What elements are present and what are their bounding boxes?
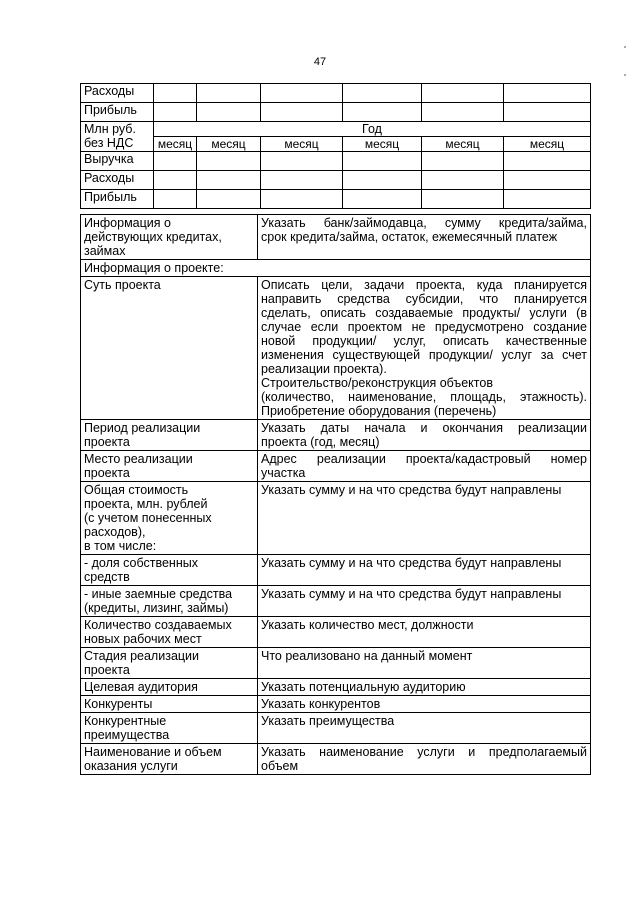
info-value-line: Адрес реализации проекта/кадастровый номер	[261, 452, 587, 466]
empty-cell	[422, 84, 504, 103]
info-value	[258, 451, 591, 482]
info-label-line: займах	[84, 244, 126, 258]
month-header: месяц	[197, 137, 261, 152]
info-label	[81, 277, 258, 420]
empty-cell	[504, 152, 591, 171]
info-value-line: участка	[261, 466, 306, 480]
empty-cell	[343, 190, 422, 209]
info-value-line: случае если проектом не предусмотрено создание	[261, 320, 587, 334]
info-label-line: действующих кредитах,	[84, 230, 222, 244]
section-header: Информация о проекте:	[81, 260, 591, 277]
info-value-line: срок кредита/займа, остаток, ежемесячный платеж	[261, 230, 558, 244]
info-row	[81, 744, 591, 775]
info-row	[81, 277, 591, 420]
info-label-line: проекта, млн. рублей	[84, 497, 208, 511]
info-row	[81, 617, 591, 648]
info-value	[258, 215, 591, 260]
info-value-line: Указать преимущества	[261, 714, 395, 728]
info-row	[81, 482, 591, 555]
row-label: Прибыль	[81, 190, 154, 209]
page-number: 47	[313, 56, 327, 68]
info-label-line: проекта	[84, 435, 130, 449]
info-value-line: (количество, наименование, площадь, этажность).	[261, 390, 587, 404]
info-value-line: Указать даты начала и окончания реализации	[261, 421, 587, 435]
info-value-line: Указать банк/займодавца, сумму кредита/займа,	[261, 216, 587, 230]
info-value	[258, 420, 591, 451]
info-label-line: Конкурентные	[84, 714, 167, 728]
info-value-line: проекта (год, месяц)	[261, 435, 380, 449]
financial-table	[80, 83, 591, 209]
info-row	[81, 586, 591, 617]
info-value	[258, 713, 591, 744]
empty-cell	[422, 171, 504, 190]
info-label-line: - иные заемные средства	[84, 587, 233, 601]
info-value-line: Описать цели, задачи проекта, куда планируется	[261, 278, 587, 292]
info-label-line: Общая стоимость	[84, 483, 189, 497]
info-row	[81, 451, 591, 482]
empty-cell	[154, 171, 197, 190]
row-label: Выручка	[81, 152, 154, 171]
info-label-line: Целевая аудитория	[84, 680, 198, 694]
info-row	[81, 713, 591, 744]
info-label-line: Период реализации	[84, 421, 201, 435]
info-value-line: Строительство/реконструкция объектов	[261, 376, 493, 390]
info-row	[81, 696, 591, 713]
month-header: месяц	[422, 137, 504, 152]
info-label-line: (кредиты, лизинг, займы)	[84, 601, 229, 615]
empty-cell	[343, 171, 422, 190]
info-value	[258, 696, 591, 713]
empty-cell	[504, 84, 591, 103]
info-value	[258, 555, 591, 586]
info-label-line: расходов),	[84, 525, 146, 539]
info-label	[81, 648, 258, 679]
empty-cell	[422, 152, 504, 171]
year-header: Год	[154, 122, 591, 137]
info-value-line: реализации проекта).	[261, 362, 387, 376]
info-value	[258, 617, 591, 648]
unit-label-line: без НДС	[84, 136, 134, 150]
info-label-line: проекта	[84, 663, 130, 677]
empty-cell	[154, 84, 197, 103]
info-label-line: (с учетом понесенных	[84, 511, 212, 525]
info-label-line: средств	[84, 570, 130, 584]
row-label: Прибыль	[81, 103, 154, 122]
info-value-line: изменения существующей продукции/ услуг за счет	[261, 348, 587, 362]
info-label-line: Наименование и объем	[84, 745, 222, 759]
empty-cell	[197, 84, 261, 103]
fin-row	[81, 190, 591, 209]
info-label-line: новых рабочих мест	[84, 632, 202, 646]
info-label-line: Конкуренты	[84, 697, 153, 711]
info-value-line: направить средства субсидии, что планируется	[261, 292, 587, 306]
unit-label	[81, 122, 154, 152]
info-label-line: - доля собственных	[84, 556, 198, 570]
info-label-line: Место реализации	[84, 452, 193, 466]
info-label	[81, 713, 258, 744]
month-header: месяц	[343, 137, 422, 152]
row-label: Расходы	[81, 171, 154, 190]
fin-row	[81, 152, 591, 171]
info-label	[81, 215, 258, 260]
empty-cell	[261, 152, 343, 171]
info-label	[81, 451, 258, 482]
info-row	[81, 555, 591, 586]
empty-cell	[197, 103, 261, 122]
empty-cell	[422, 103, 504, 122]
empty-cell	[197, 190, 261, 209]
info-label-line: Количество создаваемых	[84, 618, 232, 632]
info-label	[81, 420, 258, 451]
empty-cell	[197, 171, 261, 190]
info-label	[81, 696, 258, 713]
info-label	[81, 482, 258, 555]
info-value-line: сделать, описать создаваемые продукты/ услуги (в	[261, 306, 587, 320]
info-row	[81, 420, 591, 451]
info-value-line: новой продукции/ услуг, описать качественные	[261, 334, 587, 348]
info-value	[258, 277, 591, 420]
empty-cell	[343, 84, 422, 103]
info-value	[258, 586, 591, 617]
info-label-line: Суть проекта	[84, 278, 161, 292]
empty-cell	[422, 190, 504, 209]
info-label	[81, 617, 258, 648]
empty-cell	[261, 171, 343, 190]
fin-month-row	[81, 137, 591, 152]
month-header: месяц	[504, 137, 591, 152]
info-row	[81, 679, 591, 696]
empty-cell	[154, 103, 197, 122]
fin-header-row	[81, 122, 591, 137]
info-label-line: преимущества	[84, 728, 170, 742]
info-value-line: Указать наименование услуги и предполагаемый	[261, 745, 587, 759]
fin-row	[81, 171, 591, 190]
row-label: Расходы	[81, 84, 154, 103]
unit-label-line: Млн руб.	[84, 122, 136, 136]
info-value	[258, 648, 591, 679]
empty-cell	[197, 152, 261, 171]
info-label-line: проекта	[84, 466, 130, 480]
empty-cell	[504, 171, 591, 190]
info-row	[81, 260, 591, 277]
empty-cell	[261, 103, 343, 122]
info-label	[81, 586, 258, 617]
margin-mark	[624, 46, 626, 48]
month-header: месяц	[261, 137, 343, 152]
info-value-line: Указать конкурентов	[261, 697, 381, 711]
info-value-line: Указать сумму и на что средства будут направлены	[261, 483, 562, 497]
info-row	[81, 215, 591, 260]
info-value	[258, 679, 591, 696]
info-label	[81, 744, 258, 775]
info-value	[258, 482, 591, 555]
info-value-line: Указать сумму и на что средства будут направлены	[261, 556, 562, 570]
empty-cell	[343, 152, 422, 171]
info-label-line: Информация о	[84, 216, 171, 230]
info-value-line: Указать количество мест, должности	[261, 618, 474, 632]
info-value-line: Что реализовано на данный момент	[261, 649, 473, 663]
info-label	[81, 555, 258, 586]
info-row	[81, 648, 591, 679]
empty-cell	[261, 84, 343, 103]
info-label-line: оказания услуги	[84, 759, 178, 773]
margin-mark	[624, 74, 626, 76]
info-value	[258, 744, 591, 775]
empty-cell	[154, 152, 197, 171]
empty-cell	[504, 190, 591, 209]
info-label-line: в том числе:	[84, 539, 157, 553]
project-info-table	[80, 214, 591, 775]
empty-cell	[343, 103, 422, 122]
empty-cell	[261, 190, 343, 209]
empty-cell	[504, 103, 591, 122]
empty-cell	[154, 190, 197, 209]
month-header: месяц	[154, 137, 197, 152]
fin-row	[81, 103, 591, 122]
info-value-line: Приобретение оборудования (перечень)	[261, 404, 497, 418]
fin-row	[81, 84, 591, 103]
info-value-line: Указать сумму и на что средства будут направлены	[261, 587, 562, 601]
info-label-line: Стадия реализации	[84, 649, 200, 663]
info-value-line: Указать потенциальную аудиторию	[261, 680, 466, 694]
info-label	[81, 679, 258, 696]
info-value-line: объем	[261, 759, 299, 773]
